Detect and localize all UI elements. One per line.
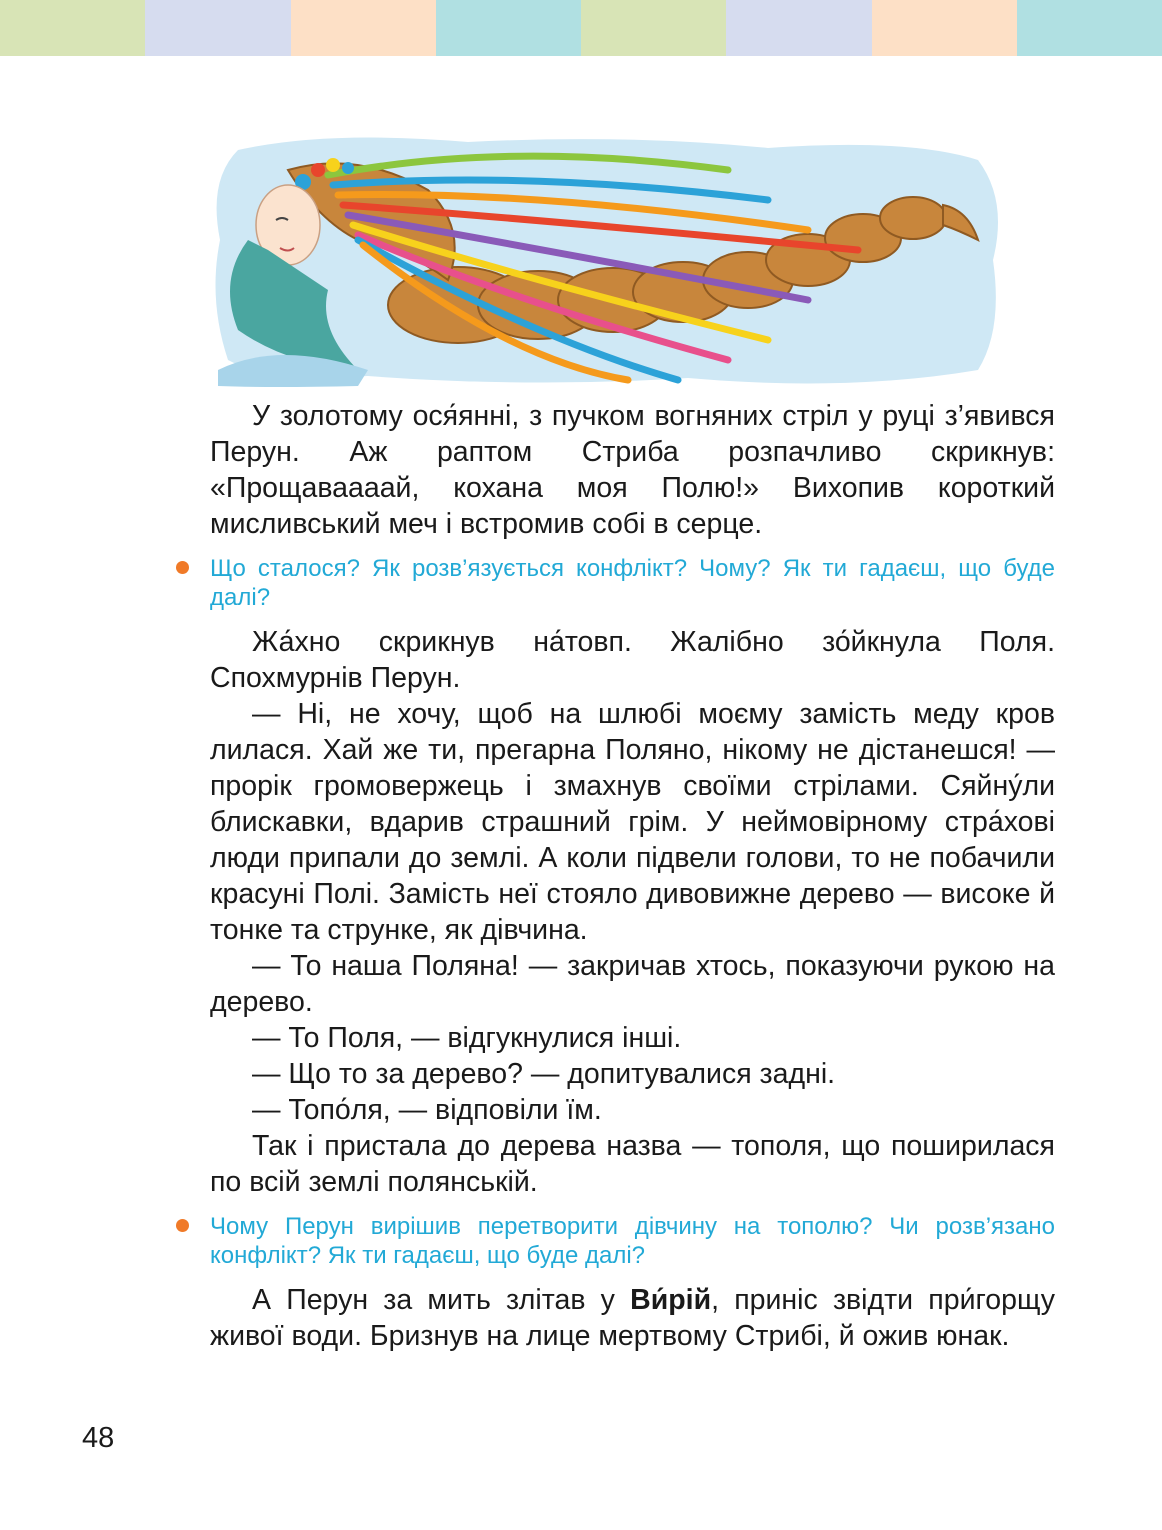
paragraph [210, 1282, 1055, 1354]
paragraph: Жа́хно скрикнув на́товп. Жалібно зо́йкнула Поля. Спохмурнів Перун. [210, 626, 1055, 694]
header-color-stripes [0, 0, 1162, 56]
paragraph-text: А Перун за мить злітав у [252, 1284, 631, 1316]
bullet-icon [176, 1219, 189, 1232]
paragraph: — Ні, не хочу, щоб на шлюбі моєму замість меду кров лилася. Хай же ти, прегарна Поляно, нікому не дістанешся! — прорік громовержець і змахнув своїми стрілами. Сяйну́ли блискавки, вдарив страшний грім. У неймовірному стра́хові люди припали до землі. А коли підвели голови, то не побачили красуні Полі. Замість неї стояло дивовижне дерево — високе й тонке та струнке, як дівчина. [210, 698, 1055, 946]
question [210, 554, 1055, 612]
paragraph: — То наша Поляна! — закричав хтось, показуючи рукою на дерево. [210, 950, 1055, 1018]
header-stripe [436, 0, 581, 56]
paragraph-text: , приніс звідти при́горщу живої води. Бризнув на лице мертвому Стрибі, й ожив юнак. [210, 1284, 1055, 1352]
header-stripe [581, 0, 726, 56]
header-stripe [291, 0, 436, 56]
header-stripe [872, 0, 1017, 56]
paragraph: — То Поля, — відгукнулися інші. [252, 1022, 682, 1054]
question-text: Що сталося? Як розв’язується конфлікт? Чому? Як ти гадаєш, що буде далі? [210, 555, 1055, 611]
page-number: 48 [82, 1422, 115, 1454]
header-stripe [726, 0, 871, 56]
girl-braid-illustration [208, 130, 1008, 392]
paragraph: У золотому ося́янні, з пучком вогняних стріл у руці з’явився Перун. Аж раптом Стриба розпачливо скрикнув: «Прощаваааай, кохана моя Полю!» Вихопив короткий мисливський меч і встромив собі в серце. [210, 400, 1055, 540]
bullet-icon [176, 561, 189, 574]
paragraph: Так і пристала до дерева назва — тополя, що поширилася по всій землі полянській. [210, 1130, 1055, 1198]
header-stripe [1017, 0, 1162, 56]
paragraph: — Що то за дерево? — допитувалися задні. [252, 1058, 836, 1090]
header-stripe [145, 0, 290, 56]
question-text: Чому Перун вирішив перетворити дівчину на тополю? Чи розв’язано конфлікт? Як ти гадаєш, що буде далі? [210, 1213, 1055, 1269]
bold-term: Ви́рій [630, 1284, 712, 1316]
header-stripe [0, 0, 145, 56]
story-text [210, 398, 1055, 1354]
paragraph: — Топо́ля, — відповіли їм. [252, 1094, 602, 1126]
question [210, 1212, 1055, 1270]
